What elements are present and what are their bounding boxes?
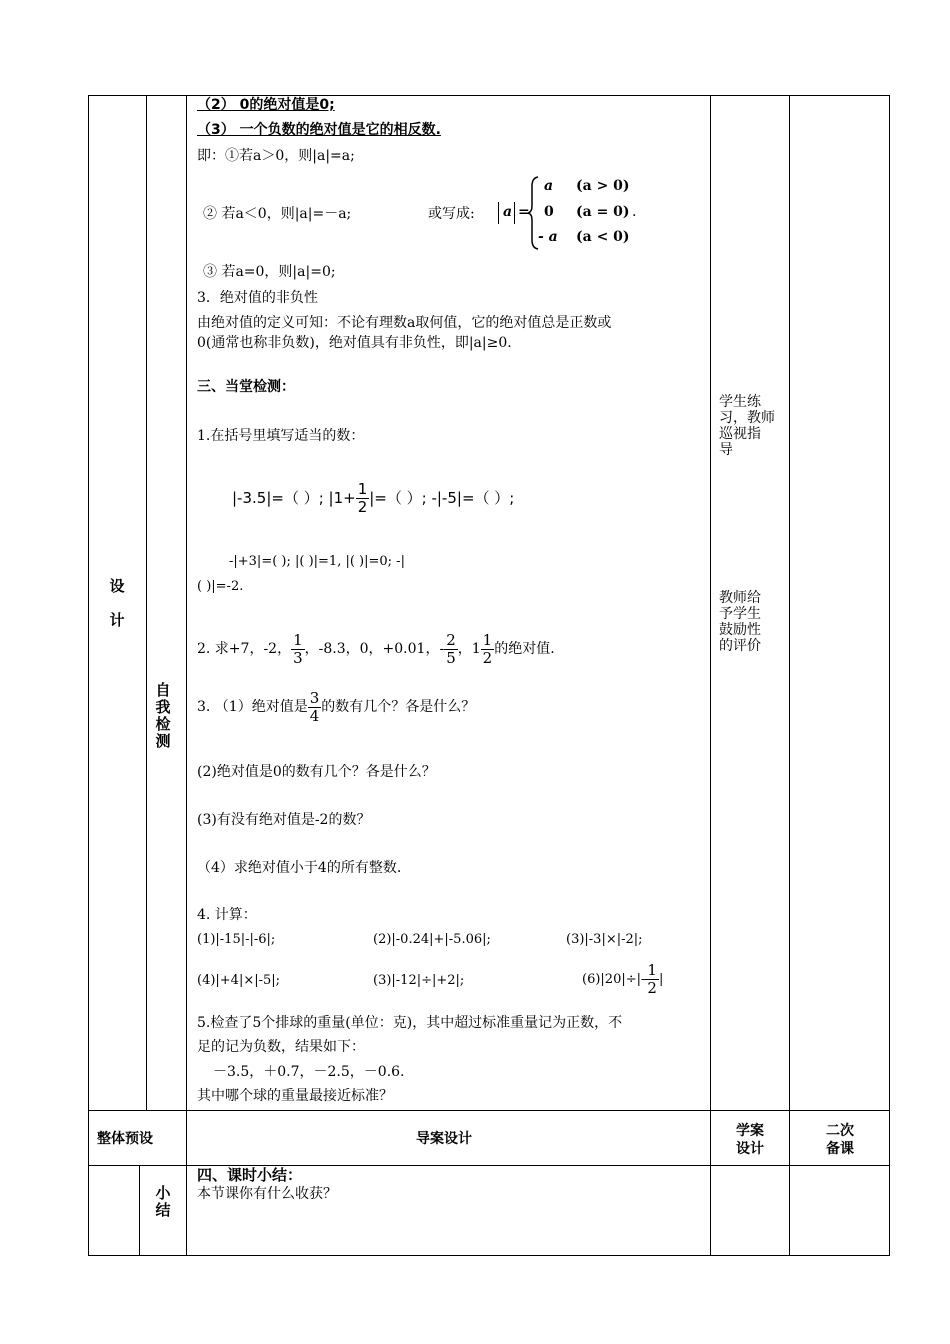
self-check-label: 自 我 检 测	[155, 681, 171, 750]
question-5-values: －3.5，＋0.7，－2.5，－0.6.	[213, 1064, 405, 1080]
row-divider-1	[88, 1110, 890, 1111]
rule-2: （2） 0的绝对值是0;	[197, 97, 335, 113]
equals-sign: =	[518, 204, 530, 220]
question-1: 1.在括号里填写适当的数：	[197, 428, 365, 444]
design-label-2: 计	[109, 611, 125, 629]
nonneg-text-1: 由绝对值的定义可知：不论有理数a取何值，它的绝对值总是正数或	[197, 315, 612, 331]
summary-label: 小 结	[155, 1184, 171, 1219]
col-divider-a-bottom	[139, 1165, 140, 1255]
section-3-heading: 三、当堂检测：	[197, 379, 295, 395]
question-3-4: （4）求绝对值小于4的所有整数.	[197, 860, 402, 876]
case-2-value: 0	[544, 204, 554, 220]
question-4-1: (1)|-15|-|-6|;	[197, 932, 276, 947]
case-1-value: a	[544, 178, 554, 194]
question-5-line-2: 足的记为负数，结果如下：	[197, 1039, 365, 1055]
question-3-3: (3)有没有绝对值是-2的数？	[197, 812, 371, 828]
design-label-1: 设	[109, 577, 125, 595]
question-5-line-1: 5.检查了5个排球的重量(单位：克)，其中超过标准重量记为正数，不	[197, 1015, 623, 1031]
question-1-line-2: -|+3|=( ); |( )|=1, |( )|=0; -|	[229, 554, 405, 569]
col-divider-a-top	[146, 95, 147, 1110]
piecewise-formula	[498, 176, 648, 250]
table-left-border	[88, 95, 89, 1256]
question-4-4: (4)|+4|×|-5|;	[197, 973, 281, 988]
question-3-1: 3. （1）绝对值是 $\frac{3}{4}$ 的数有几个？各是什么？	[197, 688, 476, 725]
table-bottom-border	[88, 1255, 890, 1256]
case-2-condition: (a = 0)	[576, 204, 630, 220]
col-divider-b	[186, 95, 187, 1256]
or-write-label: 或写成:	[428, 206, 475, 222]
case-2-text: ② 若a＜0，则|a|=－a;	[203, 206, 352, 222]
question-4-2: (2)|-0.24|+|-5.06|;	[373, 932, 491, 947]
question-5-line-4: 其中哪个球的重量最接近标准？	[197, 1088, 393, 1104]
summary-text: 本节课你有什么收获？	[197, 1186, 337, 1202]
header-lesson-design: 导案设计	[416, 1131, 472, 1147]
rule-3: （3） 一个负数的绝对值是它的相反数.	[197, 122, 441, 138]
abs-bar-right	[514, 202, 515, 224]
case-1-condition: (a > 0)	[576, 178, 630, 194]
header-study-design: 学案 设计	[736, 1123, 764, 1157]
formula-period: .	[632, 204, 637, 220]
col-divider-c	[710, 95, 711, 1256]
summary-title: 四、课时小结：	[197, 1166, 303, 1184]
header-secondary-prep: 二次 备课	[826, 1123, 854, 1157]
case-1-text: 即：①若a＞0，则|a|=a;	[197, 148, 355, 164]
question-1-line-3: ( )|=-2.	[197, 579, 244, 594]
col-divider-d	[789, 95, 790, 1256]
case-3-condition: (a < 0)	[576, 229, 630, 245]
abs-bar-left	[498, 202, 499, 224]
case-3-text: ③ 若a=0，则|a|=0;	[203, 264, 336, 280]
question-1-equations: |-3.5|=（ ）; |1+ $\frac{1}{2}$ |=（ ）; -|-5|=（ ）;	[232, 480, 515, 516]
side-note-encouragement: 教师给 予学生 鼓励性 的评价	[719, 590, 761, 654]
table-right-border	[889, 95, 890, 1256]
question-2: 2. 求+7，-2， $\frac{1}{3}$ ，-8.3，0，+0.01，- $\frac{2}{5}$ ，1 $\frac{1}{2}$ 的绝对值.	[197, 630, 555, 667]
nonneg-text-2: 0(通常也称非负数)，绝对值具有非负性，即|a|≥0.	[197, 335, 512, 351]
header-overall-plan: 整体预设	[97, 1131, 153, 1147]
question-4-5: (3)|-12|÷|+2|;	[373, 973, 465, 988]
question-4-3: (3)|-3|×|-2|;	[566, 932, 643, 947]
question-3-2: (2)绝对值是0的数有几个？各是什么？	[197, 764, 436, 780]
question-4-6: (6)|20|÷|- $\frac{1}{2}$ |	[582, 961, 664, 997]
question-4: 4. 计算：	[197, 907, 257, 923]
abs-variable: a	[503, 204, 513, 220]
case-3-value: - a	[538, 229, 558, 245]
nonneg-title: 3．绝对值的非负性	[197, 290, 318, 306]
side-note-practice: 学生练 习，教师 巡视指 导	[719, 394, 775, 458]
